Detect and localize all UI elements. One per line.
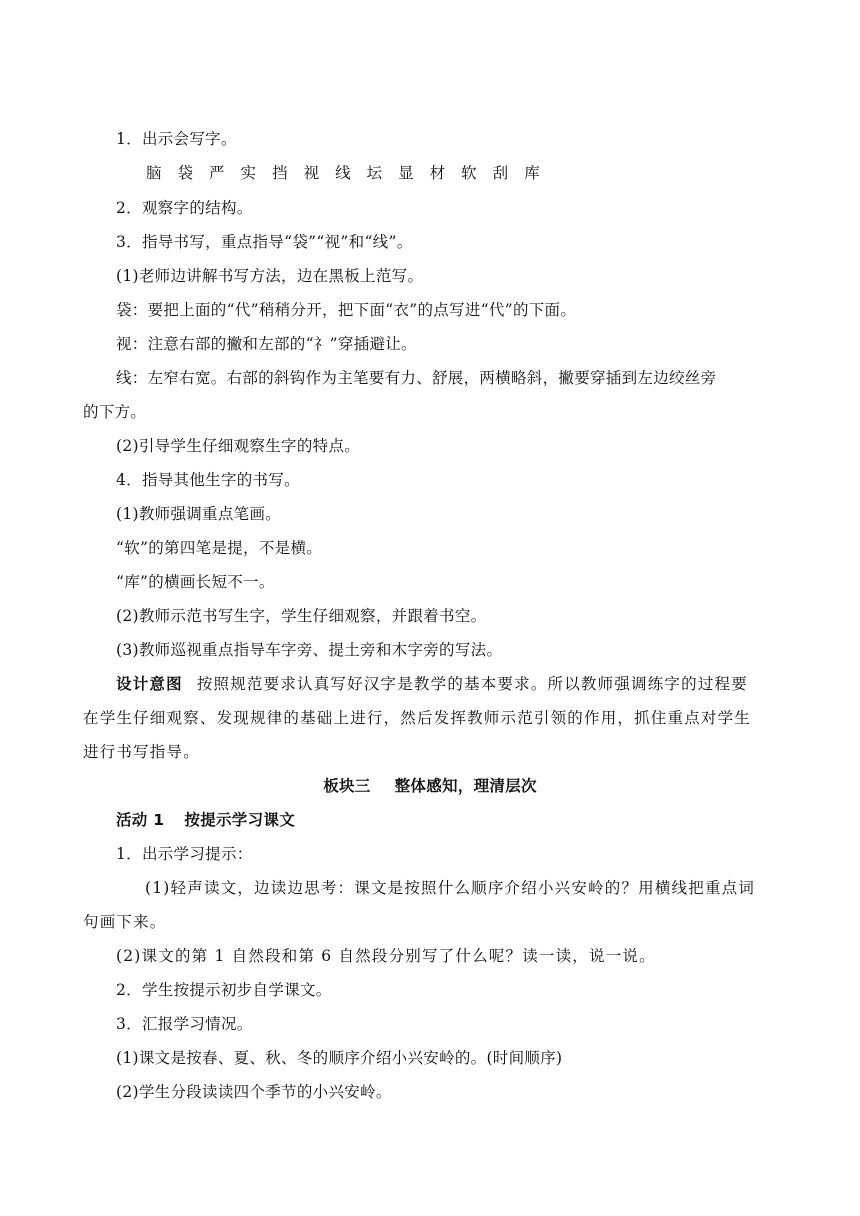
design-intent-line-1 — [116, 673, 748, 695]
character: 刮 — [492, 164, 509, 182]
step-4-sub-3: (3)教师巡视重点指导车字旁、提土旁和木字旁的写法。 — [116, 641, 503, 659]
design-intent-line-3: 进行书写指导。 — [83, 743, 200, 761]
character: 线 — [335, 164, 351, 182]
prompt-1-line-1: (1)轻声读文，边读边思考：课文是按照什么顺序介绍小兴安岭的？用横线把重点词 — [145, 879, 756, 897]
note-ruan: “软”的第四笔是提，不是横。 — [116, 539, 323, 557]
note-dai: 袋：要把上面的“代”稍稍分开，把下面“衣”的点写进“代”的下面。 — [116, 301, 577, 319]
note-shi: 视：注意右部的撇和左部的“礻”穿插避让。 — [116, 335, 417, 353]
section-title: 整体感知，理清层次 — [394, 777, 537, 795]
design-intent-label: 设计意图 — [116, 675, 183, 693]
activity-step-1: 1．出示学习提示： — [116, 845, 253, 863]
character: 严 — [209, 164, 225, 182]
step-1-show-characters: 1．出示会写字。 — [116, 130, 237, 148]
activity-heading — [116, 809, 295, 831]
character: 显 — [398, 164, 414, 182]
character: 库 — [524, 164, 540, 182]
character: 脑 — [146, 164, 162, 182]
report-1: (1)课文是按春、夏、秋、冬的顺序介绍小兴安岭的。(时间顺序) — [116, 1049, 563, 1067]
step-4-sub-2: (2)教师示范书写生字，学生仔细观察，并跟着书空。 — [116, 607, 487, 625]
character: 坛 — [366, 164, 383, 182]
section-label: 板块三 — [323, 777, 371, 795]
step-3-guide: 3．指导书写，重点指导“袋”“视”和“线”。 — [116, 233, 413, 251]
step-2-structure: 2．观察字的结构。 — [116, 199, 253, 217]
character: 材 — [429, 164, 446, 182]
note-ku: “库”的横画长短不一。 — [116, 573, 275, 591]
character: 视 — [303, 164, 320, 182]
step-4-other-characters: 4．指导其他生字的书写。 — [116, 471, 300, 489]
activity-label: 活动 1 — [116, 811, 165, 829]
step-3-sub-1: (1)老师边讲解书写方法，边在黑板上范写。 — [116, 267, 424, 285]
activity-title: 按提示学习课文 — [184, 811, 295, 829]
step-3-sub-2: (2)引导学生仔细观察生字的特点。 — [116, 437, 361, 455]
section-heading — [0, 775, 860, 797]
note-xian-line-1: 线：左窄右宽。右部的斜钩作为主笔要有力、舒展，两横略斜，撇要穿插到左边绞丝旁 — [116, 369, 717, 387]
character: 软 — [461, 164, 477, 182]
prompt-1-line-2: 句画下来。 — [83, 913, 167, 931]
prompt-2: (2)课文的第 1 自然段和第 6 自然段分别写了什么呢？读一读，说一说。 — [116, 947, 656, 965]
report-2: (2)学生分段读读四个季节的小兴安岭。 — [116, 1083, 392, 1101]
character: 挡 — [272, 164, 288, 182]
activity-step-3: 3．汇报学习情况。 — [116, 1015, 253, 1033]
character: 袋 — [177, 164, 194, 182]
character: 实 — [240, 164, 257, 182]
design-intent-text: 按照规范要求认真写好汉字是教学的基本要求。所以教师强调练字的过程要 — [196, 675, 748, 693]
note-xian-line-2: 的下方。 — [83, 403, 147, 421]
character-list — [146, 162, 556, 184]
step-4-sub-1: (1)教师强调重点笔画。 — [116, 505, 282, 523]
activity-step-2: 2．学生按提示初步自学课文。 — [116, 981, 332, 999]
design-intent-line-2: 在学生仔细观察、发现规律的基础上进行，然后发挥教师示范引领的作用，抓住重点对学生 — [83, 709, 752, 727]
